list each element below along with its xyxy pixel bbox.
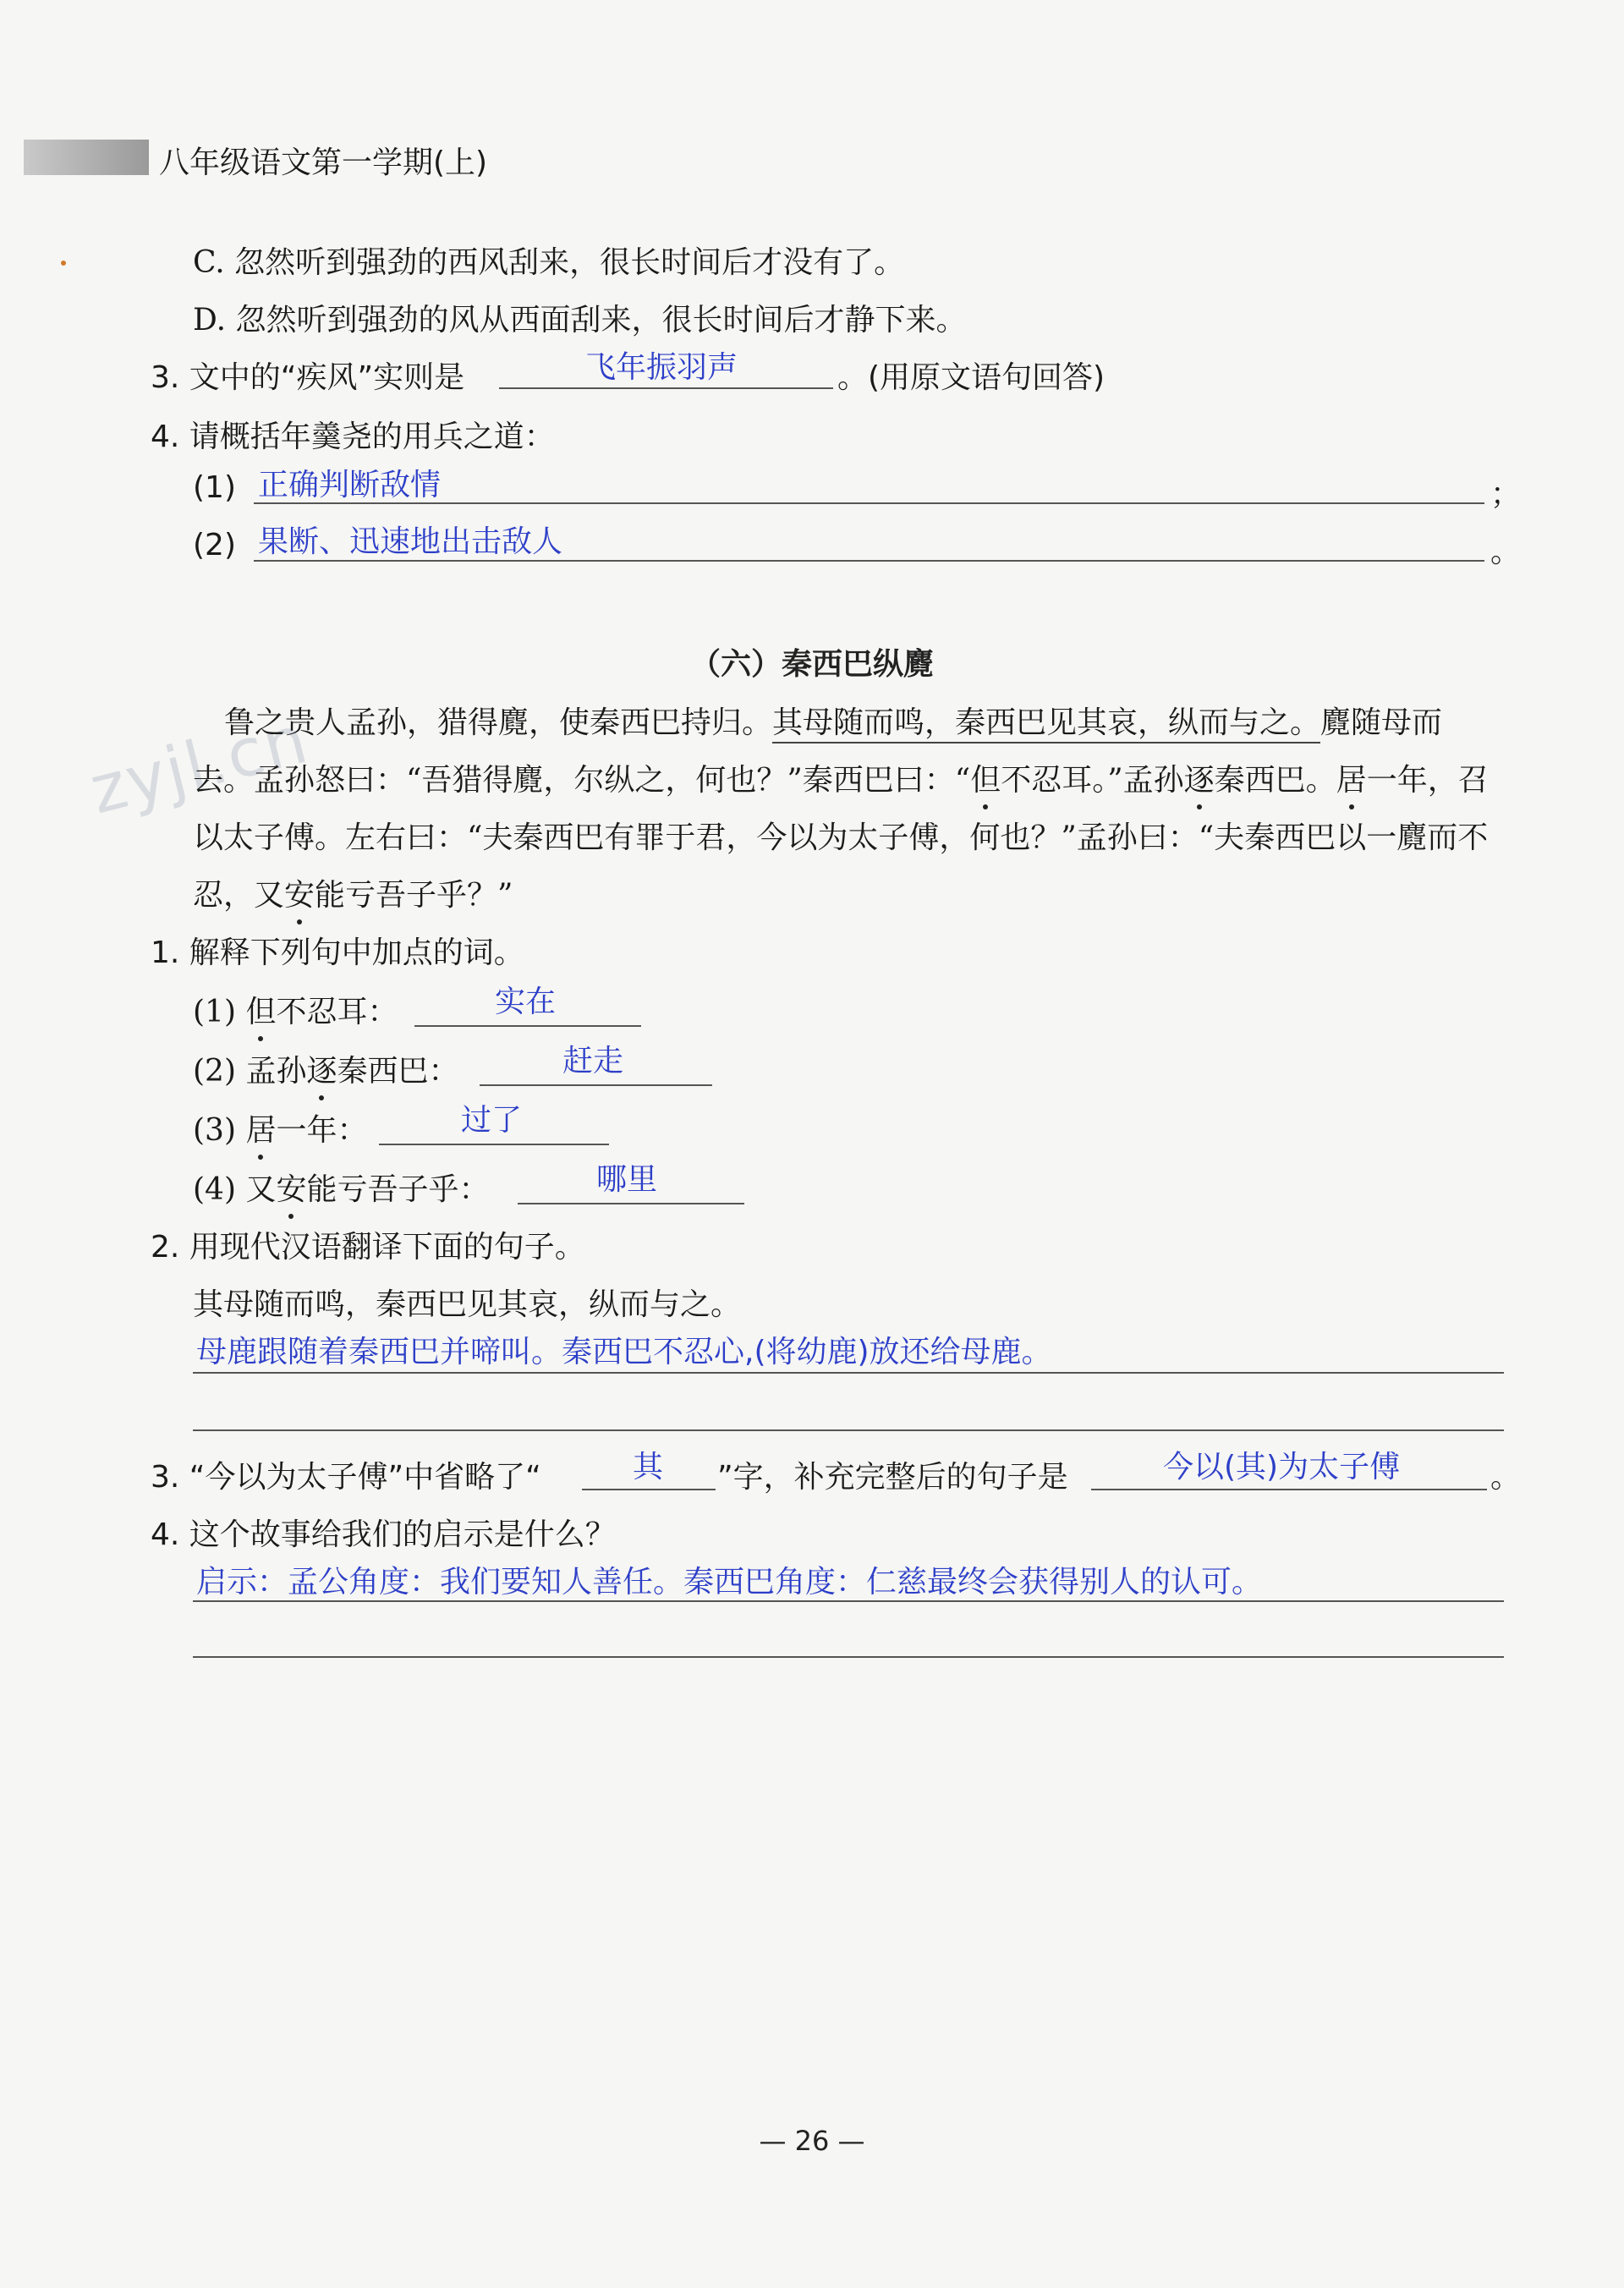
q3-answer-line <box>499 387 833 389</box>
s-q1-item-2: (2) 孟孙逐秦西巴： <box>193 1047 459 1090</box>
s-q3-end: 。 <box>1490 1460 1522 1495</box>
s-q4-text: 4. 这个故事给我们的启示是什么？ <box>151 1517 616 1552</box>
s-q1-item-3-answer: 过了 <box>461 1103 523 1138</box>
dotted-char: 逐 <box>306 1047 337 1090</box>
q4-2-label: (2) <box>193 528 236 562</box>
header-bar <box>24 140 149 175</box>
passage-underlined-sentence: 其母随而鸣，秦西巴见其哀，纵而与之。 <box>772 705 1320 743</box>
s-q2-text: 2. 用现代汉语翻译下面的句子。 <box>151 1230 585 1265</box>
s-q3-blank-line <box>582 1489 716 1490</box>
q4-2-answer: 果断、迅速地出击敌人 <box>258 524 563 559</box>
dotted-char: 逐 <box>1184 756 1215 799</box>
ink-speck <box>61 261 66 266</box>
s-q1-item-1-line <box>414 1025 641 1027</box>
option-d: D. 忽然听到强劲的风从西面刮来，很长时间后才静下来。 <box>193 303 967 337</box>
dotted-char: 安 <box>284 871 315 914</box>
s-q4-line-1 <box>193 1600 1504 1602</box>
dotted-char: 安 <box>276 1166 306 1209</box>
s-q1-item-4-line <box>518 1203 744 1204</box>
s-q1-text: 1. 解释下列句中加点的词。 <box>151 936 524 970</box>
s-q1-item-2-answer: 赶走 <box>562 1044 624 1078</box>
q4-2-line <box>254 560 1484 562</box>
s-q1-item-1-answer: 实在 <box>495 985 557 1019</box>
q3-answer: 飞年振羽声 <box>585 350 738 385</box>
section-title: （六）秦西巴纵麑 <box>689 647 934 682</box>
dotted-char: 但 <box>970 756 1001 799</box>
q3-prefix: 3. 文中的“疾风”实则是 <box>151 360 465 395</box>
watermark: zyjl.cn <box>82 701 316 830</box>
s-q3-answer: 今以(其)为太子傅 <box>1163 1450 1401 1484</box>
page-number: — 26 — <box>759 2125 865 2157</box>
q4-1-line <box>254 502 1484 504</box>
s-q3-mid: ”字，补充完整后的句子是 <box>717 1460 1068 1495</box>
passage-line-3: 以太子傅。左右曰：“夫秦西巴有罪于君，今以为太子傅，何也？”孟孙曰：“夫秦西巴以一麑而不 <box>193 820 1489 855</box>
s-q1-item-4-answer: 哪里 <box>596 1162 658 1197</box>
s-q2-sentence: 其母随而鸣，秦西巴见其哀，纵而与之。 <box>193 1287 742 1322</box>
s-q4-line-2 <box>193 1656 1504 1658</box>
s-q1-item-2-line <box>480 1084 712 1086</box>
s-q1-item-3: (3) 居一年： <box>193 1106 367 1149</box>
s-q2-line-2 <box>193 1429 1504 1431</box>
s-q1-item-4: (4) 又安能亏吾子乎： <box>193 1166 490 1209</box>
q4-1-answer: 正确判断敌情 <box>258 468 442 502</box>
passage-line-4: 忍，又安能亏吾子乎？” <box>193 871 513 914</box>
s-q1-item-1: (1) 但不忍耳： <box>193 988 398 1031</box>
s-q4-answer: 启示：孟公角度：我们要知人善任。秦西巴角度：仁慈最终会获得别人的认可。 <box>196 1565 1263 1599</box>
option-c: C. 忽然听到强劲的西风刮来，很长时间后才没有了。 <box>193 245 905 280</box>
q4-1-label: (1) <box>193 470 236 505</box>
passage-line-1: 鲁之贵人孟孙，猎得麑，使秦西巴持归。其母随而鸣，秦西巴见其哀，纵而与之。麑随母而 <box>224 699 1442 742</box>
q3-suffix: 。(用原文语句回答) <box>837 360 1106 395</box>
s-q2-answer: 母鹿跟随着秦西巴并啼叫。秦西巴不忍心,(将幼鹿)放还给母鹿。 <box>196 1335 1052 1369</box>
dotted-char: 居 <box>1336 756 1367 799</box>
s-q3-blank-answer: 其 <box>633 1450 664 1484</box>
s-q1-item-3-line <box>379 1144 609 1145</box>
s-q3-answer-line <box>1091 1489 1487 1490</box>
q4-2-end: 。 <box>1490 535 1522 569</box>
header-title: 八年级语文第一学期(上) <box>159 145 488 180</box>
passage-line-2: 去。孟孙怒曰：“吾猎得麑，尔纵之，何也？”秦西巴曰：“但不忍耳。”孟孙逐秦西巴。居一年，召 <box>193 756 1489 799</box>
s-q2-line-1 <box>193 1372 1504 1374</box>
q4-1-end: ； <box>1490 477 1522 512</box>
q4-text: 4. 请概括年羹尧的用兵之道： <box>151 420 555 454</box>
dotted-char: 居 <box>245 1106 276 1149</box>
s-q3-prefix: 3. “今以为太子傅”中省略了“ <box>151 1460 541 1495</box>
dotted-char: 但 <box>245 988 276 1031</box>
